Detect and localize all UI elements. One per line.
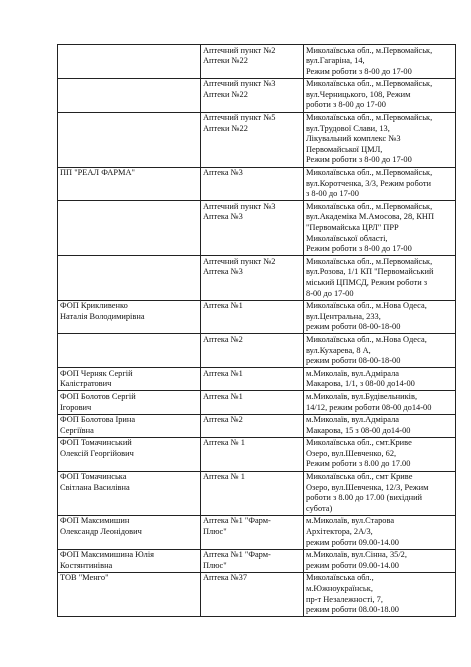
- owner-cell: [58, 572, 201, 616]
- address-cell: [304, 167, 456, 201]
- owner-cell: [58, 368, 201, 391]
- cell-text-line: ФОП Болотов Сергій: [60, 391, 136, 401]
- address-cell: [304, 414, 456, 437]
- cell-text-line: режим роботи 09.00-14.00: [306, 537, 399, 547]
- address-cell: [304, 300, 456, 334]
- cell-text-line: ФОП Максимишин: [60, 516, 130, 526]
- owner-cell: [58, 300, 201, 334]
- cell-text-line: Миколаївська обл., м.Первомайськ,: [306, 113, 433, 123]
- owner-cell: [58, 549, 201, 572]
- cell-text-line: Костянтинівна: [60, 560, 113, 570]
- address-cell: [304, 45, 456, 79]
- table-row: [58, 112, 456, 167]
- pharmacy-name-cell: [201, 368, 304, 391]
- cell-text-line: Миколаївська обл., м.Нова Одеса,: [306, 334, 427, 344]
- table-row: [58, 45, 456, 79]
- cell-text-line: Миколаївська обл., м.Первомайськ,: [306, 79, 433, 89]
- cell-text-line: Аптека № 1: [203, 438, 245, 448]
- cell-text-line: Плюс": [203, 527, 227, 537]
- pharmacy-table: [57, 44, 456, 617]
- cell-text-line: Аптека №3: [203, 267, 243, 277]
- cell-text-line: Архітектора, 2А/3,: [306, 527, 373, 537]
- cell-text-line: роботи з 8-00 до 17-00: [306, 100, 386, 110]
- cell-text-line: Макарова, 1/1, з 08-00 до14-00: [306, 379, 415, 389]
- cell-text-line: вул.Коротченка, 3/3, Режим роботи: [306, 178, 431, 188]
- cell-text-line: Аптека №1 "Фарм-: [203, 516, 271, 526]
- pharmacy-name-cell: [201, 78, 304, 112]
- cell-text-line: м.Миколаїв, вул.Сінна, 35/2,: [306, 550, 407, 560]
- cell-text-line: Аптека №1 "Фарм-: [203, 550, 271, 560]
- cell-text-line: пр-т Незалежності, 7,: [306, 594, 383, 604]
- address-cell: [304, 437, 456, 471]
- cell-text-line: Миколаївської області,: [306, 233, 388, 243]
- cell-text-line: режим роботи 08-00-18-00: [306, 356, 401, 366]
- table-row: [58, 300, 456, 334]
- cell-text-line: Озеро, вул.Шевченка, 12/3, Режим: [306, 482, 429, 492]
- cell-text-line: режим роботи 09.00-14.00: [306, 560, 399, 570]
- cell-text-line: Світлана Василівна: [60, 482, 130, 492]
- owner-cell: [58, 334, 201, 368]
- table-row: [58, 256, 456, 300]
- table-row: [58, 334, 456, 368]
- table-row: [58, 78, 456, 112]
- cell-text-line: вул.Кухарева, 8 А,: [306, 345, 371, 355]
- table-row: [58, 549, 456, 572]
- address-cell: [304, 549, 456, 572]
- cell-text-line: Режим роботи з 8-00 до 17-00: [306, 155, 412, 165]
- cell-text-line: Миколаївська обл.,: [306, 573, 374, 583]
- address-cell: [304, 112, 456, 167]
- cell-text-line: м.Миколаїв, вул.Адмірала: [306, 368, 399, 378]
- cell-text-line: ФОП Черняк Сергій: [60, 368, 133, 378]
- cell-text-line: Аптека №3: [203, 212, 243, 222]
- table-row: [58, 368, 456, 391]
- owner-cell: [58, 391, 201, 414]
- pharmacy-name-cell: [201, 437, 304, 471]
- address-cell: [304, 201, 456, 256]
- owner-cell: [58, 515, 201, 549]
- cell-text-line: Аптека №2: [203, 415, 243, 425]
- cell-text-line: Аптека №1: [203, 368, 243, 378]
- cell-text-line: Аптечний пункт №3: [203, 79, 276, 89]
- address-cell: [304, 256, 456, 300]
- cell-text-line: Ігорович: [60, 402, 92, 412]
- address-cell: [304, 78, 456, 112]
- pharmacy-name-cell: [201, 167, 304, 201]
- cell-text-line: Миколаївська обл., м.Первомайськ,: [306, 45, 433, 55]
- cell-text-line: ПП "РЕАЛ ФАРМА": [60, 168, 135, 178]
- cell-text-line: 14/12, режим роботи 08-00 до14-00: [306, 402, 432, 412]
- cell-text-line: режим роботи 08-00-18-00: [306, 322, 401, 332]
- cell-text-line: Первомайської ЦМЛ,: [306, 144, 383, 154]
- cell-text-line: режим роботи 08.00-18.00: [306, 605, 399, 615]
- cell-text-line: м.Южноукраїнськ,: [306, 584, 373, 593]
- pharmacy-name-cell: [201, 572, 304, 616]
- cell-text-line: з 8-00 до 17-00: [306, 189, 359, 199]
- cell-text-line: м.Миколаїв, вул.Старова: [306, 516, 395, 526]
- cell-text-line: міський ЦПМСД, Режим роботи з: [306, 277, 428, 287]
- cell-text-line: вул.Гагаріна, 14,: [306, 56, 365, 66]
- table-row: [58, 414, 456, 437]
- cell-text-line: вул.Розова, 1/1 КП "Первомайський: [306, 267, 434, 277]
- pharmacy-name-cell: [201, 334, 304, 368]
- address-cell: [304, 572, 456, 616]
- cell-text-line: Аптека №3: [203, 168, 243, 178]
- owner-cell: [58, 256, 201, 300]
- cell-text-line: Аптека №37: [203, 573, 248, 583]
- pharmacy-table-body: [58, 45, 456, 617]
- pharmacy-name-cell: [201, 112, 304, 167]
- pharmacy-name-cell: [201, 256, 304, 300]
- cell-text-line: Режим роботи з 8-00 до 17-00: [306, 244, 412, 254]
- cell-text-line: ФОП Крикливенко: [60, 301, 128, 311]
- cell-text-line: вул.Черницького, 108, Режим: [306, 89, 411, 99]
- pharmacy-name-cell: [201, 45, 304, 79]
- cell-text-line: Плюс": [203, 560, 227, 570]
- cell-text-line: Аптека №1: [203, 301, 243, 311]
- cell-text-line: Аптечний пункт №2: [203, 45, 276, 55]
- table-row: [58, 572, 456, 616]
- cell-text-line: 8-00 до 17-00: [306, 288, 354, 298]
- table-row: [58, 515, 456, 549]
- cell-text-line: Миколаївська обл., м.Первомайськ,: [306, 256, 433, 266]
- cell-text-line: Лікувальний комплекс №3: [306, 134, 401, 144]
- pharmacy-name-cell: [201, 549, 304, 572]
- address-cell: [304, 368, 456, 391]
- cell-text-line: Озеро, вул.Шевченко, 62,: [306, 448, 397, 458]
- cell-text-line: роботи з 8.00 до 17.00 (вихідний: [306, 493, 423, 503]
- cell-text-line: Миколаївська обл., м.Первомайськ,: [306, 168, 433, 178]
- cell-text-line: Олексій Георгійович: [60, 448, 134, 458]
- pharmacy-name-cell: [201, 300, 304, 334]
- cell-text-line: Сергіївна: [60, 425, 94, 435]
- address-cell: [304, 334, 456, 368]
- cell-text-line: Миколаївська обл., м.Нова Одеса,: [306, 301, 427, 311]
- cell-text-line: Аптека № 1: [203, 472, 245, 482]
- table-row: [58, 167, 456, 201]
- cell-text-line: Аптечний пункт №5: [203, 113, 276, 123]
- pharmacy-name-cell: [201, 471, 304, 515]
- cell-text-line: Аптеки №22: [203, 89, 248, 99]
- cell-text-line: Аптека №1: [203, 391, 243, 401]
- cell-text-line: Аптека №2: [203, 334, 243, 344]
- cell-text-line: Миколаївська обл., м.Первомайськ,: [306, 201, 433, 211]
- cell-text-line: Наталія Володимирівна: [60, 311, 145, 321]
- cell-text-line: Олександр Леонідович: [60, 527, 142, 537]
- cell-text-line: вул.Академіка М.Амосова, 28, КНП: [306, 212, 435, 222]
- address-cell: [304, 471, 456, 515]
- address-cell: [304, 391, 456, 414]
- owner-cell: [58, 45, 201, 79]
- pharmacy-name-cell: [201, 414, 304, 437]
- cell-text-line: ФОП Томачинський: [60, 438, 132, 448]
- cell-text-line: ФОП Томачинська: [60, 472, 127, 482]
- cell-text-line: Макарова, 15 з 08-00 до14-00: [306, 425, 411, 435]
- cell-text-line: Миколаївська обл., смт.Криве: [306, 438, 412, 448]
- table-row: [58, 471, 456, 515]
- cell-text-line: м.Миколаїв, вул.Будівельників,: [306, 391, 418, 401]
- owner-cell: [58, 414, 201, 437]
- cell-text-line: Режим роботи з 8.00 до 17.00: [306, 459, 411, 469]
- cell-text-line: Аптечний пункт №2: [203, 256, 276, 266]
- cell-text-line: ФОП Болотова Ірина: [60, 415, 136, 425]
- cell-text-line: Миколаївська обл., смт Криве: [306, 472, 413, 482]
- cell-text-line: м.Миколаїв, вул.Адмірала: [306, 415, 399, 425]
- cell-text-line: вул.Центральна, 233,: [306, 311, 381, 321]
- cell-text-line: Калістратович: [60, 379, 112, 389]
- address-cell: [304, 515, 456, 549]
- owner-cell: [58, 167, 201, 201]
- table-row: [58, 437, 456, 471]
- owner-cell: [58, 201, 201, 256]
- cell-text-line: Аптеки №22: [203, 56, 248, 66]
- cell-text-line: вул.Трудової Слави, 13,: [306, 123, 390, 133]
- table-row: [58, 391, 456, 414]
- cell-text-line: "Первомайська ЦРЛ" ПРР: [306, 223, 399, 232]
- cell-text-line: Аптечний пункт №3: [203, 201, 276, 211]
- cell-text-line: субота): [306, 503, 333, 513]
- cell-text-line: ФОП Максимишина Юлія: [60, 550, 154, 560]
- cell-text-line: ТОВ "Менго": [60, 573, 109, 583]
- owner-cell: [58, 471, 201, 515]
- pharmacy-name-cell: [201, 515, 304, 549]
- owner-cell: [58, 437, 201, 471]
- owner-cell: [58, 78, 201, 112]
- cell-text-line: Аптеки №22: [203, 123, 248, 133]
- cell-text-line: Режим роботи з 8-00 до 17-00: [306, 66, 412, 76]
- pharmacy-name-cell: [201, 391, 304, 414]
- owner-cell: [58, 112, 201, 167]
- pharmacy-name-cell: [201, 201, 304, 256]
- table-row: [58, 201, 456, 256]
